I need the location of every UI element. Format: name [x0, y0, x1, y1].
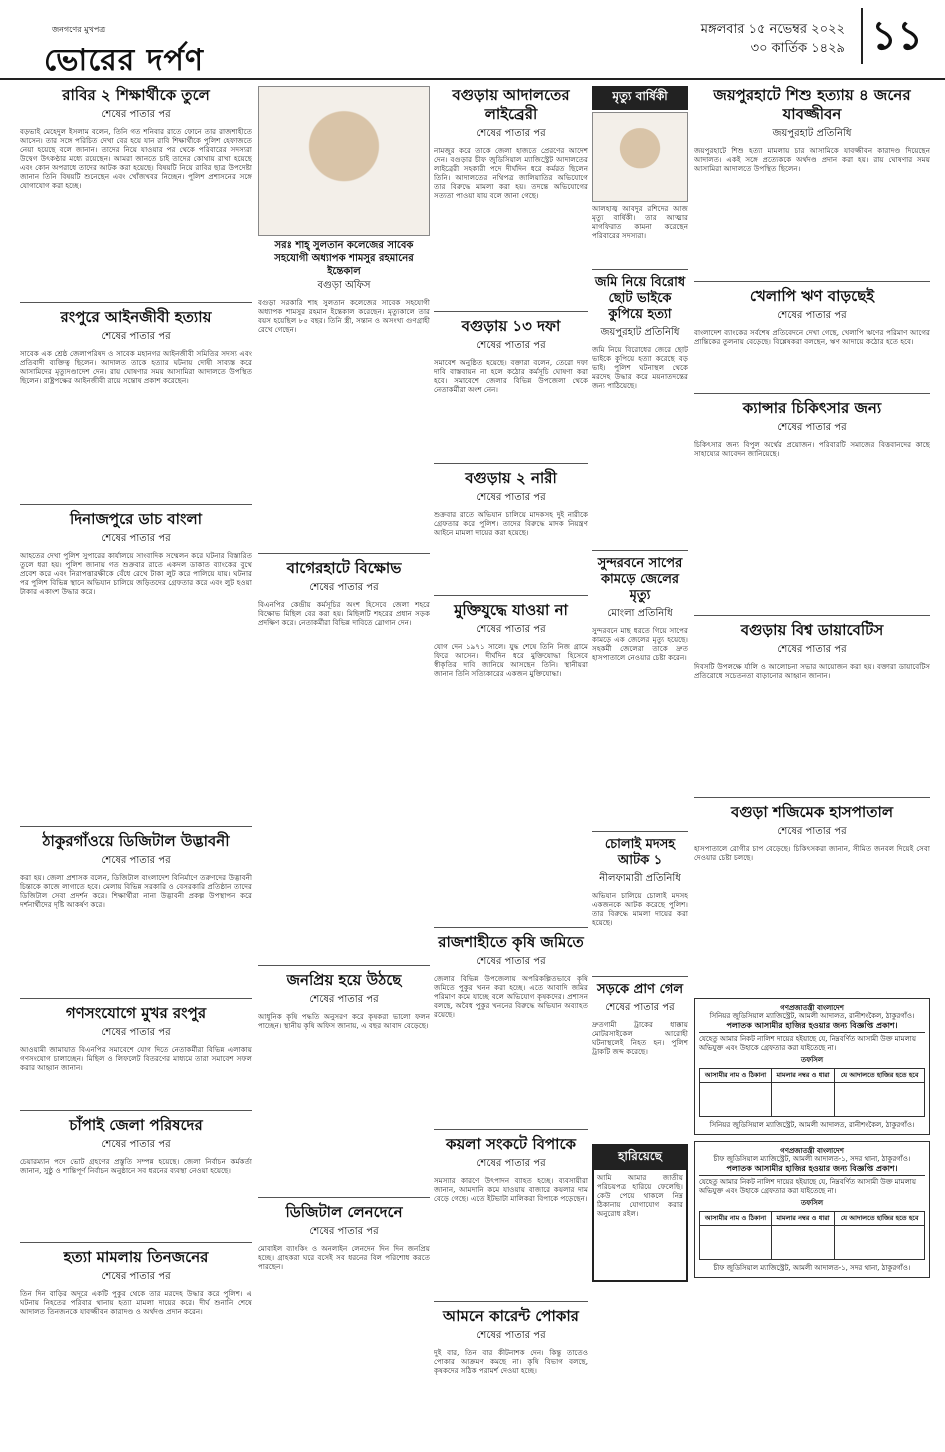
page-number: ১১ [861, 8, 931, 64]
court-notice-2 [694, 1141, 930, 1278]
article-rangpur [20, 308, 252, 499]
divider [20, 302, 252, 303]
date-bengali: ৩০ কার্তিক ১৪২৯ [750, 41, 845, 56]
article-subhead: শেষের পাতার পর [605, 1002, 675, 1013]
article-headline: বগুড়া শজিমেক হাসপাতাল [730, 803, 894, 821]
dateline [701, 20, 845, 58]
article-body: বড়ভাই মেহেদুল ইসলাম বলেন, তিনি গত শনিবার রাতে ফোনে তার রাজশাহীতে আসেন। তার সঙ্গে পরিচিত দেখা বের হয়ে যান রাবি শিক্ষার্থীকে পুলিশ হেফাজতে নেয়া হয়েছে বলে জানান। তাদের নিয়ে যাওয়ার পর থেকে পরিবারের সদস্যরা উদ্বেগ উৎকণ্ঠার মধ্যে রয়েছেন। আমরা জানতে চাই তাদের কোথায় রাখা হয়েছে এবং কোন অপরাধে তাদের আটক করা হয়েছে। বিষয়টি নিয়ে রাবির ছাত্র উপদেষ্টা জানান তিনি বিষয়টি শুনেছেন এবং খোঁজখবর নিচ্ছেন। পুলিশ প্রশাসনের সঙ্গে যোগাযোগ করা হচ্ছে। [20, 127, 252, 190]
article-body: সুন্দরবনে মাছ ধরতে গিয়ে সাপের কামড়ে এক জেলের মৃত্যু হয়েছে। সহকর্মী জেলেরা তাকে দ্রুত হাসপাতালে নেওয়ার চেষ্টা করেন। [592, 626, 688, 662]
divider [20, 998, 252, 999]
article-subhead: শেষের পাতার পর [101, 1139, 171, 1150]
divider [592, 976, 688, 977]
notice-title: পলাতক আসামীর হাজির হওয়ার জন্য বিজ্ঞপ্তি প্রকাশ। [699, 1021, 925, 1033]
column-3 [434, 86, 588, 1428]
notice-org: গণপ্রজাতন্ত্রী বাংলাদেশ [780, 1003, 844, 1012]
article-headline: জয়পুরহাটে শিশু হত্যায় ৪ জনের যাবজ্জীবন [713, 86, 911, 123]
article-subhead: শেষের পাতার পর [101, 331, 171, 342]
article-headline: বগুড়ায় ২ নারী [465, 469, 557, 487]
article-headline: রাবির ২ শিক্ষার্থীকে তুলে [62, 86, 210, 104]
divider [694, 281, 930, 282]
notice-table [699, 1068, 925, 1117]
divider [20, 504, 252, 505]
article-rabir [20, 86, 252, 297]
article-headline: বগুড়ায় বিশ্ব ডায়াবেটিস [740, 621, 884, 639]
article-headline: ক্যান্সার চিকিৎসার জন্য [742, 399, 882, 417]
article-subhead: জয়পুরহাট প্রতিনিধি [600, 327, 680, 338]
divider [434, 595, 588, 596]
article-subhead: শেষের পাতার পর [476, 624, 546, 635]
article-subhead: শেষের পাতার পর [476, 1158, 546, 1169]
notice-body: যেহেতু আমার নিকট নালিশ দায়ের হইয়াছে যে, নিম্নবর্ণিত আসামী উক্ত মামলায় অভিযুক্ত এবং উহাকে গ্রেফতার করা যাইতেছে না। [699, 1035, 916, 1052]
article-chapai [20, 1116, 252, 1237]
article-body: শুক্রবার রাতে অভিযান চালিয়ে মাদকসহ দুই নারীকে গ্রেফতার করে পুলিশ। তাদের বিরুদ্ধে মাদক নিয়ন্ত্রণ আইনে মামলা দায়ের করা হয়েছে। [434, 510, 588, 537]
table-header: আসামীর নাম ও ঠিকানা [700, 1069, 772, 1083]
article-subhead: শেষের পাতার পর [777, 826, 847, 837]
article-subhead: মোংলা প্রতিনিধি [607, 608, 673, 619]
divider [20, 1242, 252, 1243]
logo-tagline: জনগণের মুখপত্র [52, 25, 106, 34]
article-dinajpur [20, 510, 252, 821]
notice-body: যেহেতু আমার নিকট নালিশ দায়ের হইয়াছে যে, নিম্নবর্ণিত আসামী উক্ত মামলায় অভিযুক্ত এবং উহাকে গ্রেফতার করা যাইতেছে না। [699, 1178, 916, 1195]
article-subhead: শেষের পাতার পর [777, 422, 847, 433]
article-body: আহতের দেখা পুলিশ সুপারের কার্যালয়ে সাংবাদিক সম্মেলন করে ঘটনার বিস্তারিত তুলে ধরা হয়। পুলিশ জানায় গত শুক্রবার রাতে একদল ডাকাত ব্যাংকের বুথে প্রবেশ করে এবং নিরাপত্তারক্ষীকে বেঁধে রেখে টাকা লুট করে পালিয়ে যায়। ঘটনার পর পুলিশ বিভিন্ন স্থানে অভিযান চালিয়ে জড়িতদের গ্রেফতার করে এবং লুট হওয়া টাকার একাংশ উদ্ধার করে। [20, 551, 252, 596]
article-headline: খেলাপি ঋণ বাড়ছেই [749, 287, 875, 305]
article-headline: আমনে কারেন্ট পোকার [443, 1307, 579, 1325]
article-thakurgaon [20, 832, 252, 993]
divider [434, 1301, 588, 1302]
article-subhead: নীলফামারী প্রতিনিধি [599, 873, 681, 884]
masthead [0, 0, 945, 80]
article-body: যোগ দেন ১৯৭১ সালে। যুদ্ধ শেষে তিনি নিজ গ্রামে ফিরে আসেন। দীর্ঘদিন ধরে মুক্তিযোদ্ধা হিসেবে স্বীকৃতির দাবি জানিয়ে আসছেন তিনি। স্থানীয়রা জানান তিনি সত্যিকারের একজন মুক্তিযোদ্ধা। [434, 642, 588, 678]
notice-court: চীফ জুডিসিয়াল ম্যাজিস্ট্রেট, আমলী আদালত-১, সদর থানা, ঠাকুরগাঁও। [713, 1155, 911, 1163]
article-headline: গণসংযোগে মুখর রংপুর [65, 1004, 207, 1022]
divider [258, 965, 430, 966]
article-subhead: শেষের পাতার পর [101, 109, 171, 120]
article-body: সমস্যার কারণে উৎপাদন ব্যাহত হচ্ছে। ব্যবসায়ীরা জানান, আমদানি কমে যাওয়ায় বাজারে কয়লার দাম বেড়ে গেছে। এতে ইটভাটা মালিকরা বিপাকে পড়েছেন। [434, 1176, 588, 1203]
article-subhead: শেষের পাতার পর [101, 1027, 171, 1038]
divider [694, 615, 930, 616]
article-headline: ডিজিটাল লেনদেনে [285, 1203, 403, 1221]
article-body: আওয়ামী জামায়াত বিএনপির সমাবেশে যোগ দিতে নেতাকর্মীরা বিভিন্ন এলাকায় গণসংযোগ চালাচ্ছেন। মিছিল ও লিফলেট বিতরণের মাধ্যমে তারা সমাবেশ সফল করার আহ্বান জানান। [20, 1045, 252, 1072]
article-subhead: শেষের পাতার পর [101, 855, 171, 866]
article-body: করা হয়। জেলা প্রশাসক বলেন, ডিজিটাল বাংলাদেশ বিনির্মাণে তরুণদের উদ্ভাবনী চিন্তাকে কাজে লাগাতে হবে। মেলায় বিভিন্ন সরকারি ও বেসরকারি প্রতিষ্ঠান তাদের ডিজিটাল সেবা প্রদর্শন করে। শিক্ষার্থীরা নানা উদ্ভাবনী প্রকল্প উপস্থাপন করে দর্শনার্থীদের দৃষ্টি আকর্ষণ করে। [20, 873, 252, 909]
article-headline: সুন্দরবনে সাপের কামড়ে জেলের মৃত্যু [597, 556, 683, 603]
article-subhead: শেষের পাতার পর [476, 340, 546, 351]
divider [592, 550, 688, 551]
article-subhead: জয়পুরহাট প্রতিনিধি [772, 128, 852, 139]
article-body: দুই বার, তিন বার কীটনাশক দেন। কিন্তু তাতেও পোকার আক্রমণ কমছে না। কৃষি বিভাগ বলছে, কৃষকদের সঠিক পরামর্শ দেওয়া হচ্ছে। [434, 1348, 588, 1375]
divider [694, 393, 930, 394]
article-subhead: শেষের পাতার পর [476, 492, 546, 503]
article-body: জয়পুরহাটে শিশু হত্যা মামলায় চার আসামিকে যাবজ্জীবন কারাদণ্ড দিয়েছেন আদালত। একই সঙ্গে প্রত্যেককে অর্থদণ্ড প্রদান করা হয়। রায় ঘোষণার সময় আসামিরা আদালতে উপস্থিত ছিলেন। [694, 146, 930, 173]
article-headline: বগুড়ায় ১৩ দফা [461, 317, 561, 335]
table-cell [700, 1226, 772, 1260]
article-subhead: শেষের পাতার পর [101, 533, 171, 544]
article-body: আলহাজ্ব আবদুর রশিদের আজ মৃত্যু বার্ষিকী। তার আত্মার মাগফিরাত কামনা করেছেন পরিবারের সদস্যরা। [592, 204, 688, 240]
article-body: বিএনপির কেন্দ্রীয় কর্মসূচির অংশ হিসেবে জেলা শহরে বিক্ষোভ মিছিল বের করা হয়। মিছিলটি শহরের প্রধান সড়ক প্রদক্ষিণ করে। নেতাকর্মীরা বিভিন্ন দাবিতে স্লোগান দেন। [258, 600, 430, 627]
article-headline: দিনাজপুরে ডাচ বাংলা [70, 510, 202, 528]
portrait-photo [592, 112, 688, 202]
article-body: জেলার বিভিন্ন উপজেলায় অপরিকল্পিতভাবে কৃষি জমিতে পুকুর খনন করা হচ্ছে। এতে আবাদি জমির পরিমাণ কমে যাচ্ছে বলে অভিযোগ কৃষকদের। প্রশাসন বলছে, অবৈধ পুকুর খননের বিরুদ্ধে অভিযান অব্যাহত রয়েছে। [434, 974, 588, 1019]
article-headline: রাজশাহীতে কৃষি জমিতে [438, 933, 584, 951]
court-notice-1 [694, 998, 930, 1135]
article-headline: বাগেরহাটে বিক্ষোভ [286, 559, 402, 577]
notice-court: সিনিয়র জুডিসিয়াল ম্যাজিস্ট্রেট, আমলী আদালত, রানীশংকৈল, ঠাকুরগাঁও। [709, 1012, 915, 1020]
article-subhead: শেষের পাতার পর [777, 310, 847, 321]
table-cell [700, 1083, 772, 1117]
article-headline: ঠাকুরগাঁওয়ে ডিজিটাল উদ্ভাবনী [42, 832, 230, 850]
notice-schedule-label: তফসিল [800, 1055, 824, 1064]
newspaper-logo [22, 14, 212, 78]
table-header: মামলার নম্বর ও ধারা [771, 1069, 834, 1083]
table-cell [835, 1083, 925, 1117]
lost-notice [592, 1144, 688, 1282]
article-subhead: শেষের পাতার পর [476, 956, 546, 967]
table-header: যে আদালতে হাজির হতে হবে [835, 1212, 925, 1226]
article-headline: জমি নিয়ে বিরোধ ছোট ভাইকে কুপিয়ে হত্যা [594, 275, 686, 322]
notice-title: পলাতক আসামীর হাজির হওয়ার জন্য বিজ্ঞপ্তি প্রকাশ। [699, 1164, 925, 1176]
article-body: জমি নিয়ে বিরোধের জেরে ছোট ভাইকে কুপিয়ে হত্যা করেছে বড় ভাই। পুলিশ ঘটনাস্থল থেকে মরদেহ উদ্ধার করে ময়নাতদন্তের জন্য পাঠিয়েছে। [592, 345, 688, 390]
article-headline: চাঁপাই জেলা পরিষদের [69, 1116, 203, 1134]
article-body: চেয়ারম্যান পদে ভোট গ্রহণের প্রস্তুতি সম্পন্ন হয়েছে। জেলা নির্বাচন কর্মকর্তা জানান, সুষ্ঠু ও শান্তিপূর্ণ নির্বাচন অনুষ্ঠানে সব ধরনের ব্যবস্থা নেওয়া হয়েছে। [20, 1157, 252, 1175]
notice-signature: চীফ জুডিসিয়াল ম্যাজিস্ট্রেট, আমলী আদালত-১, সদর থানা, ঠাকুরগাঁও। [713, 1264, 911, 1272]
article-subhead: শেষের পাতার পর [309, 994, 379, 1005]
notice-org: গণপ্রজাতন্ত্রী বাংলাদেশ [780, 1146, 844, 1155]
article-headline: কয়লা সংকটে বিপাকে [445, 1135, 577, 1153]
article-subhead: শেষের পাতার পর [309, 1226, 379, 1237]
article-headline: রংপুরে আইনজীবী হত্যায় [60, 308, 212, 326]
article-body: চিকিৎসার জন্য বিপুল অর্থের প্রয়োজন। পরিবারটি সমাজের বিত্তবানদের কাছে সাহায্যের আবেদন জানিয়েছে। [694, 440, 930, 458]
article-headline: হত্যা মামলায় তিনজনের [63, 1248, 209, 1266]
divider [434, 927, 588, 928]
lost-notice-title: হারিয়েছে [594, 1146, 686, 1170]
article-headline: বগুড়ায় আদালতের লাইব্রেরী [452, 86, 570, 123]
divider [694, 797, 930, 798]
column-5 [592, 86, 688, 1282]
article-body: দ্রুতগামী ট্রাকের ধাক্কায় মোটরসাইকেল আরোহী ঘটনাস্থলেই নিহত হন। পুলিশ ট্রাকটি জব্দ করেছে। [592, 1020, 688, 1056]
article-subhead: শেষের পাতার পর [476, 1330, 546, 1341]
table-cell [771, 1226, 834, 1260]
portrait-photo [258, 86, 430, 236]
article-subhead: শেষের পাতার পর [777, 644, 847, 655]
divider [592, 831, 688, 832]
date-gregorian: মঙ্গলবার ১৫ নভেম্বর ২০২২ [700, 22, 845, 37]
column-1 [20, 86, 252, 1439]
obituary-headline: সরঃ শাহ্ সুলতান কলেজের সাবেক সহযোগী অধ্যাপক শামসুর রহমানের ইন্তেকাল [274, 240, 414, 277]
article-body: অভিযান চালিয়ে চোলাই মদসহ একজনকে আটক করেছে পুলিশ। তার বিরুদ্ধে মামলা দায়ের করা হয়েছে। [592, 891, 688, 927]
divider [434, 311, 588, 312]
article-body: বাংলাদেশ ব্যাংকের সর্বশেষ প্রতিবেদনে দেখা গেছে, খেলাপি ঋণের পরিমাণ আগের প্রান্তিকের তুলনায় বেড়েছে। বিশ্লেষকরা বলছেন, ঋণ আদায়ে কঠোর হতে হবে। [694, 328, 930, 346]
article-subhead: বগুড়া অফিস [317, 280, 371, 291]
article-headline: সড়কে প্রাণ গেল [596, 982, 684, 997]
article-headline: চোলাই মদসহ আটক ১ [604, 837, 676, 868]
divider [20, 826, 252, 827]
divider [434, 1129, 588, 1130]
table-cell [835, 1226, 925, 1260]
table-header: আসামীর নাম ও ঠিকানা [700, 1212, 772, 1226]
article-body: সমাবেশ অনুষ্ঠিত হয়েছে। বক্তারা বলেন, তেরো দফা দাবি বাস্তবায়ন না হলে কঠোর কর্মসূচি ঘোষণা করা হবে। সমাবেশে জেলার বিভিন্ন উপজেলা থেকে নেতাকর্মীরা অংশ নেন। [434, 358, 588, 394]
article-body: আধুনিক কৃষি পদ্ধতি অনুসরণ করে কৃষকরা ভালো ফলন পাচ্ছেন। স্থানীয় কৃষি অফিস জানায়, এ বছর আবাদ বেড়েছে। [258, 1012, 430, 1030]
article-gonosongjog [20, 1004, 252, 1105]
lost-notice-body: আমি আমার জাতীয় পরিচয়পত্র হারিয়ে ফেলেছি। কেউ পেয়ে থাকলে নিম্ন ঠিকানায় যোগাযোগ করার অনুরোধ রইল। [597, 1173, 683, 1218]
article-subhead: শেষের পাতার পর [476, 128, 546, 139]
article-body: দিবসটি উপলক্ষে র্যালি ও আলোচনা সভার আয়োজন করা হয়। বক্তারা ডায়াবেটিস প্রতিরোধে সচেতনতা বাড়ানোর আহ্বান জানান। [694, 662, 930, 680]
divider [434, 463, 588, 464]
article-body: তিন দিন বাড়ির অদূরে একটি পুকুর থেকে তার মরদেহ উদ্ধার করে পুলিশ। এ ঘটনায় নিহতের পরিবার থানায় হত্যা মামলা দায়ের করে। দীর্ঘ শুনানি শেষে আদালত তিনজনকে যাবজ্জীবন কারাদণ্ড ও অর্থদণ্ড প্রদান করেন। [20, 1289, 252, 1316]
article-body: নামজুর করে তাকে জেলা হাজতে প্রেরণের আদেশ দেন। বগুড়ার চীফ জুডিসিয়াল ম্যাজিস্ট্রেট আদালতের লাইব্রেরী সহকারী পদে দীর্ঘদিন ধরে কর্মরত ছিলেন তিনি। আদালতের নথিপত্র জালিয়াতির অভিযোগে তার বিরুদ্ধে মামলা করা হয়। তদন্তে অভিযোগের সত্যতা পাওয়া যায় বলে জানা গেছে। [434, 146, 588, 200]
article-headline: জনপ্রিয় হয়ে উঠছে [286, 971, 402, 989]
article-body: সাবেক এক শ্রেষ্ঠ জেলাপরিষদ ও সাবেক মহানগর আইনজীবী সমিতির সদস্য এবং প্রতিবাদী ব্যক্তিত্ব ছিলেন। আদালত তাকে হত্যার ঘটনায় দোষী সাব্যস্ত করে আসামিদের মৃত্যুদণ্ডাদেশ দেন। রায় ঘোষণার সময় আসামিরা আদালতে উপস্থিত ছিলেন। রাষ্ট্রপক্ষের আইনজীবী রায়ে সন্তোষ প্রকাশ করেছেন। [20, 349, 252, 385]
obituary-anniversary-title: মৃত্যু বার্ষিকী [592, 86, 688, 110]
divider [20, 1110, 252, 1111]
table-cell [771, 1083, 834, 1117]
article-subhead: শেষের পাতার পর [309, 582, 379, 593]
column-2 [258, 86, 430, 1394]
divider [258, 553, 430, 554]
article-headline: মুক্তিযুদ্ধে যাওয়া না [454, 601, 568, 619]
table-header: মামলার নম্বর ও ধারা [771, 1212, 834, 1226]
notice-table [699, 1211, 925, 1260]
table-header: যে আদালতে হাজির হতে হবে [835, 1069, 925, 1083]
article-hotta [20, 1248, 252, 1439]
logo-text: ভোরের দর্পণ [44, 43, 204, 78]
article-body: বগুড়া সরকারি শাহ সুলতান কলেজের সাবেক সহযোগী অধ্যাপক শামসুর রহমান ইন্তেকাল করেছেন। মৃত্যুকালে তার বয়স হয়েছিল ৮৫ বছর। তিনি স্ত্রী, সন্তান ও অসংখ্য গুণগ্রাহী রেখে গেছেন। [258, 298, 430, 334]
notice-signature: সিনিয়র জুডিসিয়াল ম্যাজিস্ট্রেট, আমলী আদালত, রানীশংকৈল, ঠাকুরগাঁও। [709, 1121, 915, 1129]
notice-schedule-label: তফসিল [800, 1198, 824, 1207]
article-subhead: শেষের পাতার পর [101, 1271, 171, 1282]
article-body: হাসপাতালে রোগীর চাপ বেড়েছে। চিকিৎসকরা জানান, সীমিত জনবল দিয়েই সেবা দেওয়ার চেষ্টা চলছে। [694, 844, 930, 862]
column-6 [694, 86, 930, 1278]
divider [592, 269, 688, 270]
article-body: মোবাইল ব্যাংকিং ও অনলাইন লেনদেন দিন দিন জনপ্রিয় হচ্ছে। গ্রাহকরা ঘরে বসেই সব ধরনের বিল পরিশোধ করতে পারছেন। [258, 1244, 430, 1271]
divider [258, 1197, 430, 1198]
